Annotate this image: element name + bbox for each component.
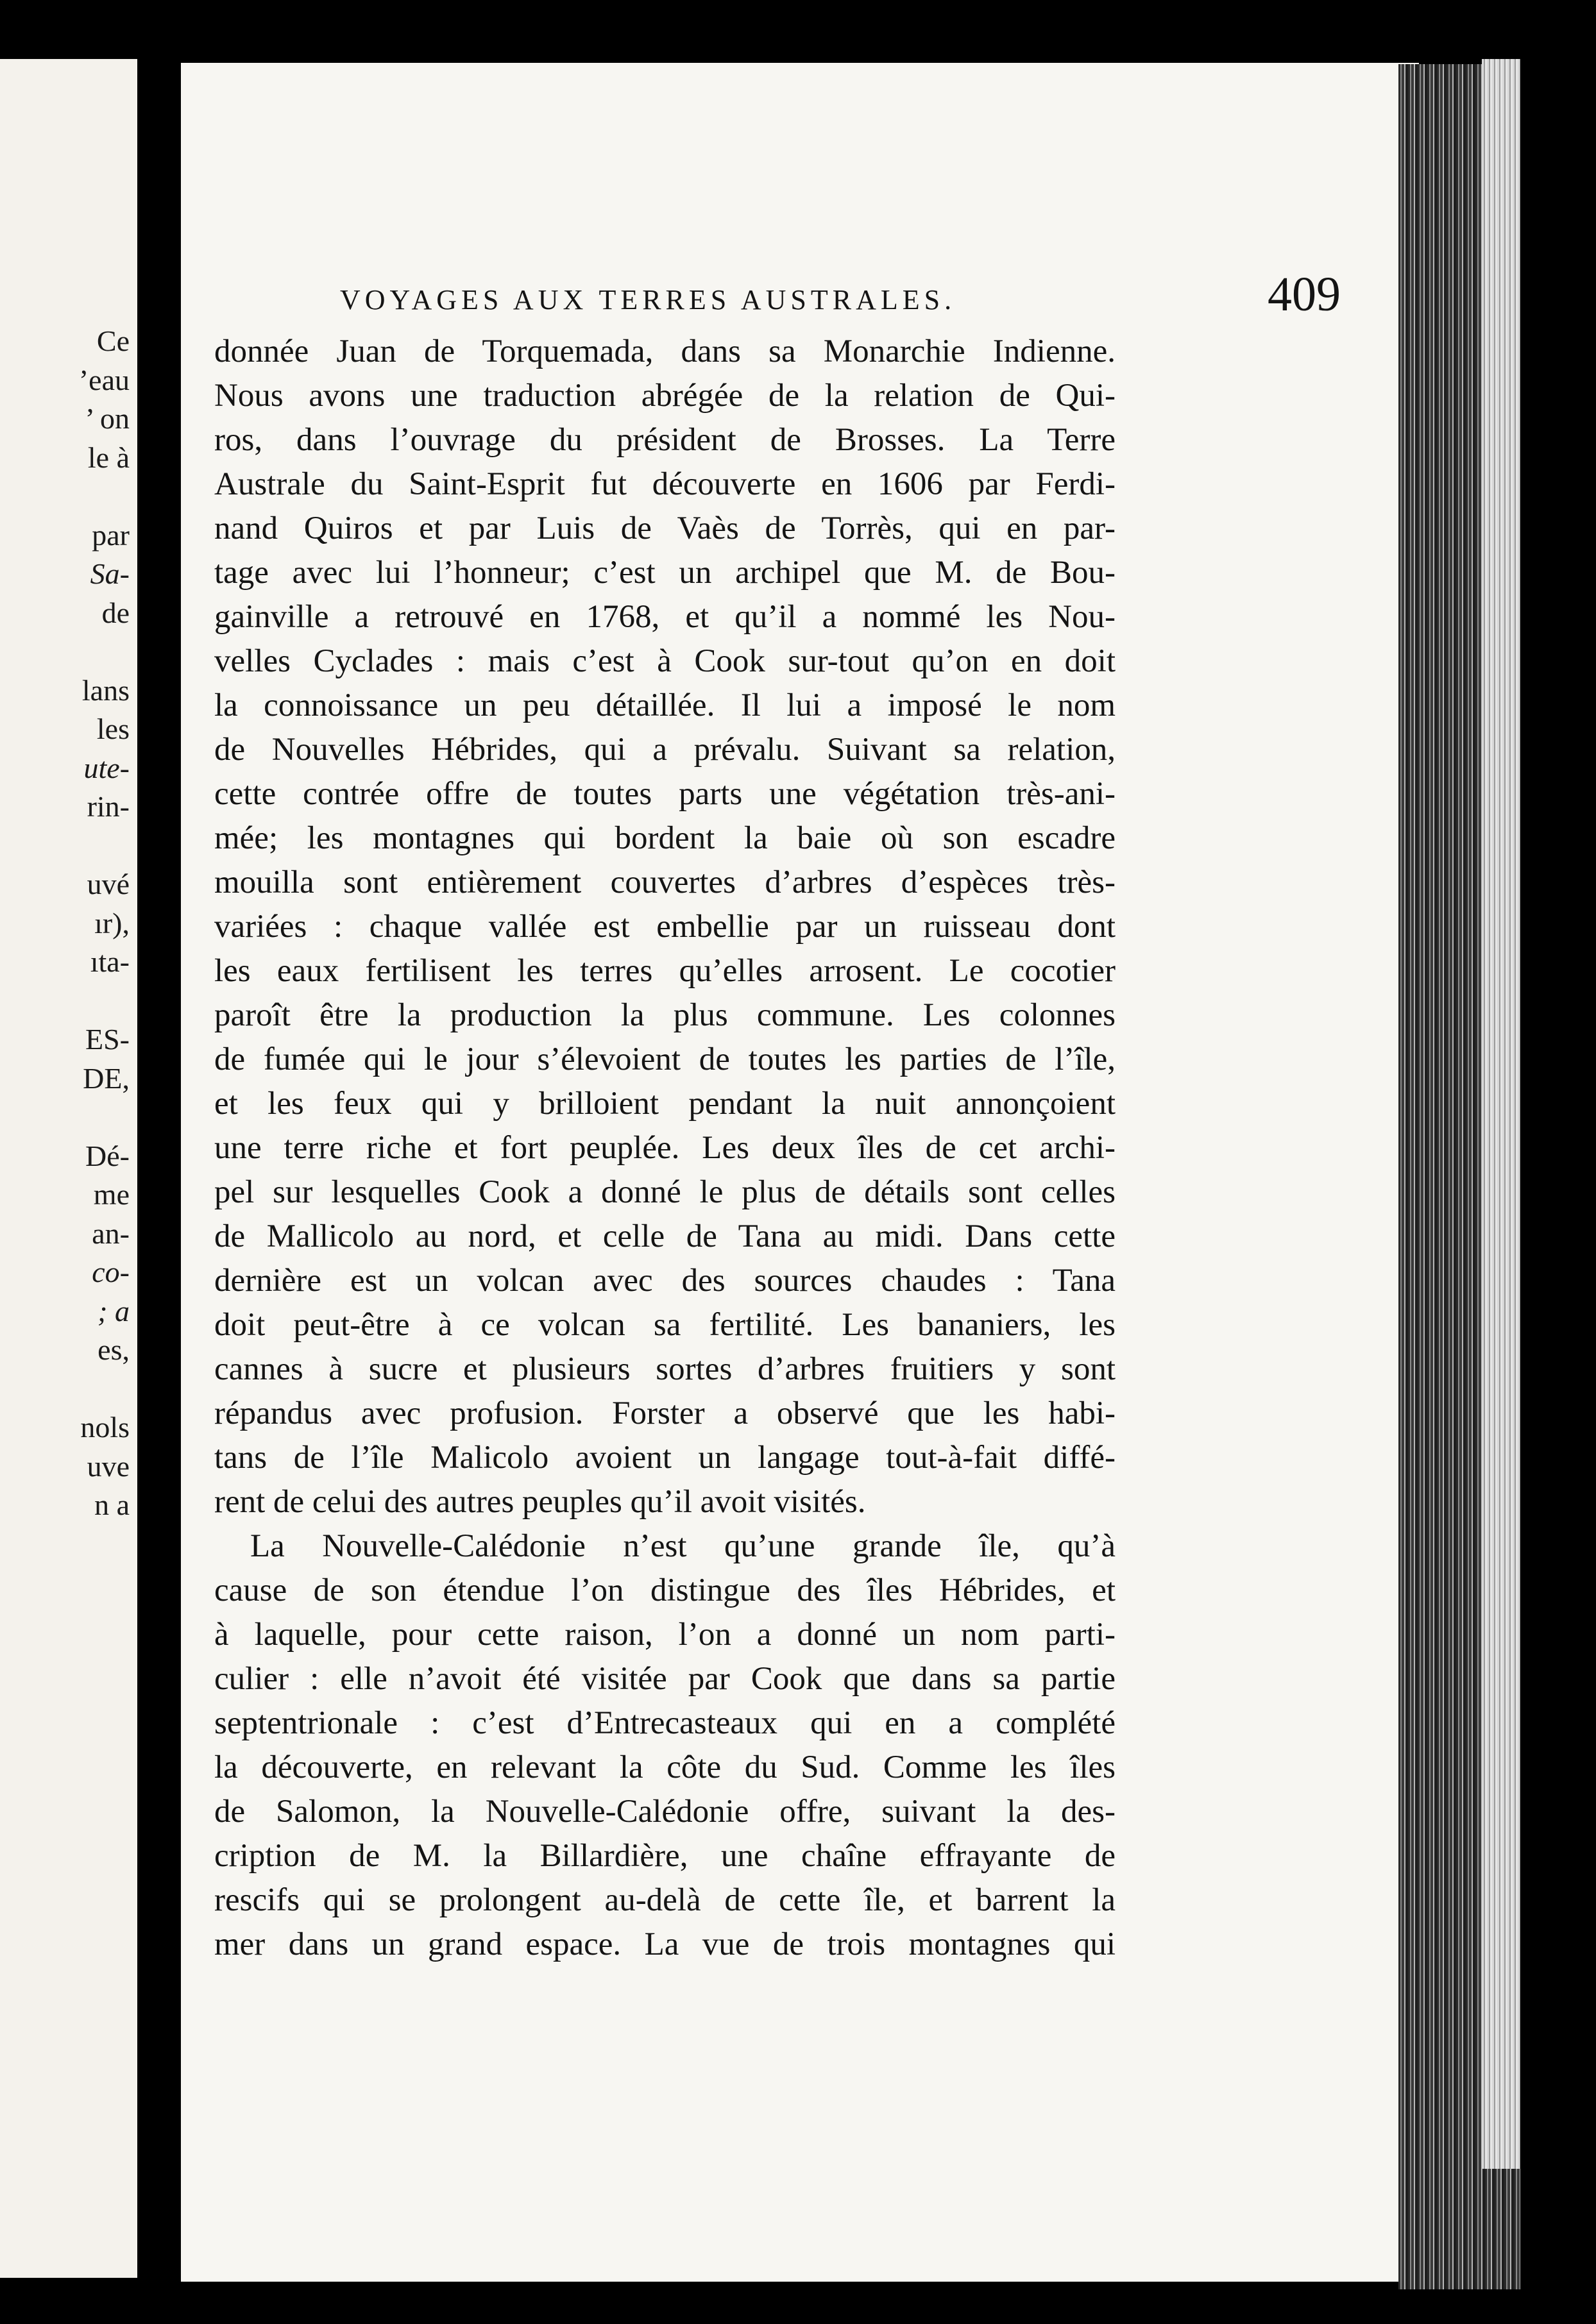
text-line: répandus avec profusion. Forster a observé que les habi- <box>214 1395 1116 1431</box>
text-line: Australe du Saint-Esprit fut découverte en 1606 par Ferdi- <box>214 466 1116 502</box>
left-page-fragment: n a <box>94 1488 130 1521</box>
left-page-fragment: me <box>93 1178 130 1211</box>
left-page-fragment: lans <box>81 673 130 707</box>
page-number: 409 <box>1268 267 1341 321</box>
text-line: donnée Juan de Torquemada, dans sa Monarchie Indienne. <box>214 333 1116 369</box>
left-page-fragment: uvé <box>87 868 130 900</box>
left-page-fragment: les <box>96 712 130 745</box>
text-line: variées : chaque vallée est embellie par un ruisseau dont <box>214 909 1116 945</box>
text-line: paroît être la production la plus commune. Les colonnes <box>214 997 1116 1033</box>
left-page-fragment: par <box>92 518 130 552</box>
text-line: et les feux qui y brilloient pendant la nuit annonçoient <box>214 1086 1116 1122</box>
left-page-fragment: nols <box>80 1411 130 1444</box>
book-page <box>181 63 1419 2282</box>
left-page-fragment: le à <box>87 441 130 474</box>
text-line: mée; les montagnes qui bordent la baie où son escadre <box>214 820 1116 856</box>
text-line: tage avec lui l’honneur; c’est un archipel que M. de Bou- <box>214 555 1116 591</box>
text-line: La Nouvelle-Calédonie n’est qu’une grande île, qu’à <box>250 1528 1116 1564</box>
text-line: mouilla sont entièrement couvertes d’arbres d’espèces très- <box>214 864 1116 900</box>
left-page-fragment: DE, <box>83 1061 130 1095</box>
left-page-fragment: rin- <box>87 790 130 823</box>
text-line: mer dans un grand espace. La vue de trois montagnes qui <box>214 1926 1116 1962</box>
left-page-fragment: Dé- <box>85 1139 130 1172</box>
text-line: dernière est un volcan avec des sources chaudes : Tana <box>214 1263 1116 1299</box>
text-line: de Mallicolo au nord, et celle de Tana au midi. Dans cette <box>214 1218 1116 1254</box>
left-page-fragment: ; a <box>98 1294 130 1327</box>
left-page-fragment: uve <box>87 1449 130 1483</box>
left-page-fragment: ’ on <box>85 402 130 435</box>
text-line: rent de celui des autres peuples qu’il avoit visités. <box>214 1484 866 1520</box>
text-line: Nous avons une traduction abrégée de la relation de Qui- <box>214 378 1116 414</box>
text-line: cannes à sucre et plusieurs sortes d’arbres fruitiers y sont <box>214 1351 1116 1387</box>
book-edge-pages <box>1482 59 1520 2169</box>
left-page-fragment: ute- <box>83 751 130 784</box>
left-page-fragment: co- <box>92 1256 130 1288</box>
text-line: cause de son étendue l’on distingue des îles Hébrides, et <box>214 1572 1116 1608</box>
left-page-fragment: ır), <box>94 906 130 939</box>
running-head-title: VOYAGES AUX TERRES AUSTRALES. <box>340 284 956 316</box>
running-head <box>340 267 1341 331</box>
text-line: de Nouvelles Hébrides, qui a prévalu. Suivant sa relation, <box>214 732 1116 768</box>
left-page-fragment: es, <box>98 1333 130 1366</box>
text-line: la découverte, en relevant la côte du Sud. Comme les îles <box>214 1749 1116 1785</box>
text-line: gainville a retrouvé en 1768, et qu’il a nommé les Nou- <box>214 599 1116 635</box>
text-line: cette contrée offre de toutes parts une végétation très-ani- <box>214 776 1116 812</box>
text-line: une terre riche et fort peuplée. Les deux îles de cet archi- <box>214 1130 1116 1166</box>
text-line: culier : elle n’avoit été visitée par Cook que dans sa partie <box>214 1661 1116 1697</box>
left-page-fragment: de <box>101 596 130 629</box>
text-line: cription de M. la Billardière, une chaîne effrayante de <box>214 1838 1116 1874</box>
text-line: ros, dans l’ouvrage du président de Brosses. La Terre <box>214 422 1116 458</box>
text-line: pel sur lesquelles Cook a donné le plus de détails sont celles <box>214 1174 1116 1210</box>
text-line: à laquelle, pour cette raison, l’on a donné un nom parti- <box>214 1617 1116 1653</box>
text-line: rescifs qui se prolongent au-delà de cette île, et barrent la <box>214 1882 1116 1918</box>
left-page-fragment: ES- <box>85 1023 130 1056</box>
left-page-fragment: ıta- <box>90 945 130 978</box>
adjacent-left-page <box>0 59 137 2278</box>
body-text <box>214 330 1116 1967</box>
left-page-fragment: ’eau <box>78 363 130 396</box>
text-line: les eaux fertilisent les terres qu’elles arrosent. Le cocotier <box>214 953 1116 989</box>
text-line: doit peut-être à ce volcan sa fertilité. Les bananiers, les <box>214 1307 1116 1343</box>
text-line: de fumée qui le jour s’élevoient de toutes les parties de l’île, <box>214 1041 1116 1077</box>
text-line: septentrionale : c’est d’Entrecasteaux qui en a complété <box>214 1705 1116 1741</box>
text-line: la connoissance un peu détaillée. Il lui a imposé le nom <box>214 687 1116 723</box>
text-line: de Salomon, la Nouvelle-Calédonie offre, suivant la des- <box>214 1794 1116 1830</box>
text-line: velles Cyclades : mais c’est à Cook sur-tout qu’on en doit <box>214 643 1116 679</box>
left-page-fragment: Ce <box>96 324 130 357</box>
text-line: tans de l’île Malicolo avoient un langage tout-à-fait diffé- <box>214 1440 1116 1476</box>
left-page-fragment: an- <box>92 1217 130 1250</box>
left-page-fragment: Sa- <box>90 557 130 590</box>
text-line: nand Quiros et par Luis de Vaès de Torrès, qui en par- <box>214 510 1116 546</box>
